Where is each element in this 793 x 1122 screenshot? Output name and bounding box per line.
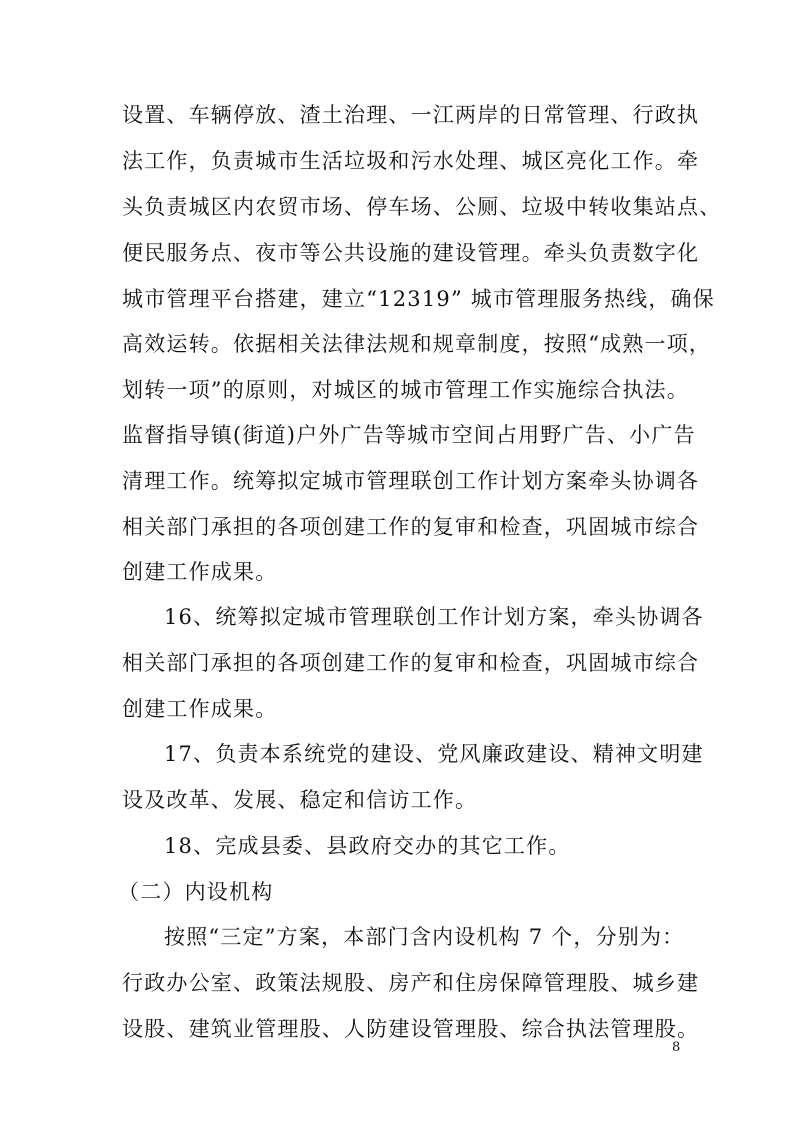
paragraph-line: 设及改革、发展、稳定和信访工作。 xyxy=(122,788,478,812)
item-17-line: 17、负责本系统党的建设、党风廉政建设、精神文明建 xyxy=(164,742,704,766)
paragraph-line: 创建工作成果。 xyxy=(122,560,278,584)
paragraph-line: 高效运转。依据相关法律法规和规章制度，按照“成熟一项， xyxy=(122,332,712,356)
paragraph-line: 设置、车辆停放、渣土治理、一江两岸的日常管理、行政执 xyxy=(122,103,700,127)
paragraph-line: 相关部门承担的各项创建工作的复审和检查，巩固城市综合 xyxy=(122,651,700,675)
paragraph-line: 创建工作成果。 xyxy=(122,697,278,721)
paragraph-line: 划转一项”的原则，对城区的城市管理工作实施综合执法。 xyxy=(122,378,689,402)
paragraph-line: 便民服务点、夜市等公共设施的建设管理。牵头负责数字化 xyxy=(122,241,700,265)
paragraph-line: 头负责城区内农贸市场、停车场、公厕、垃圾中转收集站点、 xyxy=(122,195,722,219)
paragraph-line: 清理工作。统筹拟定城市管理联创工作计划方案牵头协调各 xyxy=(122,469,700,493)
paragraph-line: 监督指导镇(街道)户外广告等城市空间占用野广告、小广告 xyxy=(122,423,696,447)
paragraph-line: 城市管理平台搭建，建立“12319” 城市管理服务热线，确保 xyxy=(122,287,715,311)
paragraph-line: 行政办公室、政策法规股、房产和住房保障管理股、城乡建 xyxy=(122,971,700,995)
page-number: 8 xyxy=(672,1040,681,1055)
item-16-line: 16、统筹拟定城市管理联创工作计划方案，牵头协调各 xyxy=(164,605,704,629)
item-18-line: 18、完成县委、县政府交办的其它工作。 xyxy=(164,834,571,858)
paragraph-line: 相关部门承担的各项创建工作的复审和检查，巩固城市综合 xyxy=(122,515,700,539)
paragraph-line: 按照“三定”方案，本部门含内设机构 7 个，分别为： xyxy=(164,925,685,949)
paragraph-line: 法工作，负责城市生活垃圾和污水处理、城区亮化工作。牵 xyxy=(122,149,700,173)
paragraph-line: 设股、建筑业管理股、人防建设管理股、综合执法管理股。 xyxy=(122,1017,700,1041)
section-heading: （二）内设机构 xyxy=(118,880,274,904)
